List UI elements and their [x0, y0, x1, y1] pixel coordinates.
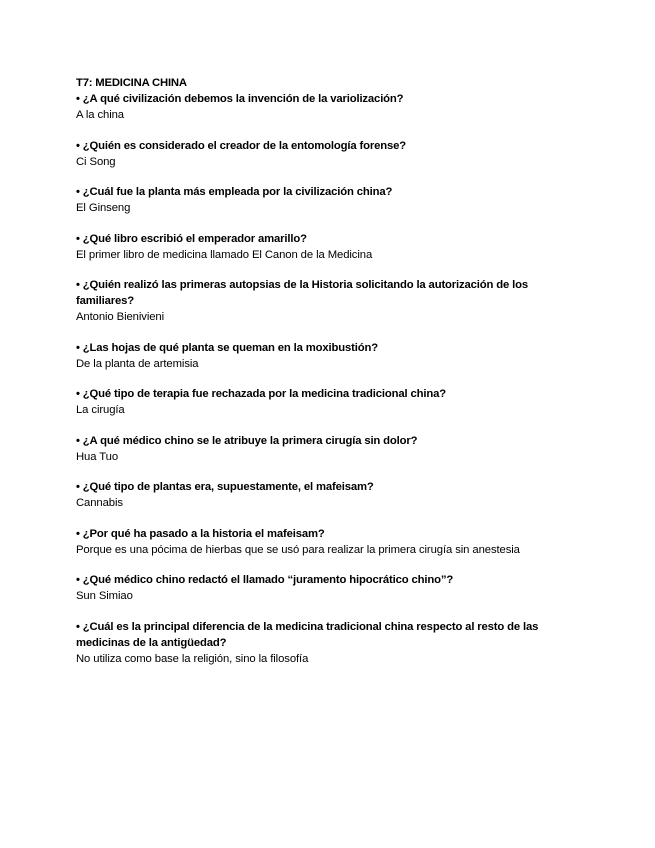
question-text: • ¿A qué civilización debemos la invención de la variolización?	[76, 93, 404, 105]
qa-item	[76, 479, 586, 511]
qa-item	[76, 277, 586, 325]
question-text: • ¿A qué médico chino se le atribuye la primera cirugía sin dolor?	[76, 434, 418, 447]
qa-item	[76, 619, 586, 667]
question-text: • ¿Qué libro escribió el emperador amarillo?	[76, 232, 307, 245]
question-text: • ¿Qué tipo de terapia fue rechazada por la medicina tradicional china?	[76, 388, 446, 400]
question-text: • ¿Cuál fue la planta más empleada por la civilización china?	[76, 186, 393, 198]
qa-item	[76, 184, 586, 216]
answer-text: Antonio Bienivieni	[76, 311, 165, 323]
document-title: T7: MEDICINA CHINA	[76, 77, 187, 89]
answer-text: No utiliza como base la religión, sino la filosofía	[76, 652, 309, 665]
question-text: • ¿Las hojas de qué planta se queman en la moxibustión?	[76, 341, 379, 354]
qa-item	[76, 340, 586, 372]
answer-text: El Ginseng	[76, 202, 131, 214]
qa-item	[76, 433, 586, 465]
qa-item	[76, 386, 586, 418]
answer-text: Hua Tuo	[76, 450, 119, 463]
qa-item	[76, 572, 586, 604]
answer-text: Porque es una pócima de hierbas que se usó para realizar la primera cirugía sin anestesia	[76, 543, 520, 556]
question-text: • ¿Cuál es la principal diferencia de la medicina tradicional china respecto al resto de las medicinas de la antigüedad?	[76, 620, 539, 649]
answer-text: Cannabis	[76, 497, 123, 509]
qa-item	[76, 231, 586, 263]
answer-text: Sun Simiao	[76, 590, 133, 602]
question-text: • ¿Quién es considerado el creador de la entomología forense?	[76, 139, 407, 152]
question-text: • ¿Quién realizó las primeras autopsias de la Historia solicitando la autorización de los familiares?	[76, 279, 529, 307]
answer-text: De la planta de artemisia	[76, 357, 199, 370]
question-text: • ¿Qué tipo de plantas era, supuestamente, el mafeisam?	[76, 481, 374, 493]
qa-item	[76, 91, 586, 123]
answer-text: A la china	[76, 109, 124, 121]
question-text: • ¿Por qué ha pasado a la historia el mafeisam?	[76, 527, 325, 540]
answer-text: La cirugía	[76, 404, 125, 416]
answer-text: El primer libro de medicina llamado El Canon de la Medicina	[76, 248, 373, 261]
qa-item	[76, 138, 586, 170]
answer-text: Ci Song	[76, 155, 116, 168]
qa-item	[76, 526, 586, 558]
question-text: • ¿Qué médico chino redactó el llamado “juramento hipocrático chino”?	[76, 574, 454, 586]
document-page	[76, 76, 586, 681]
